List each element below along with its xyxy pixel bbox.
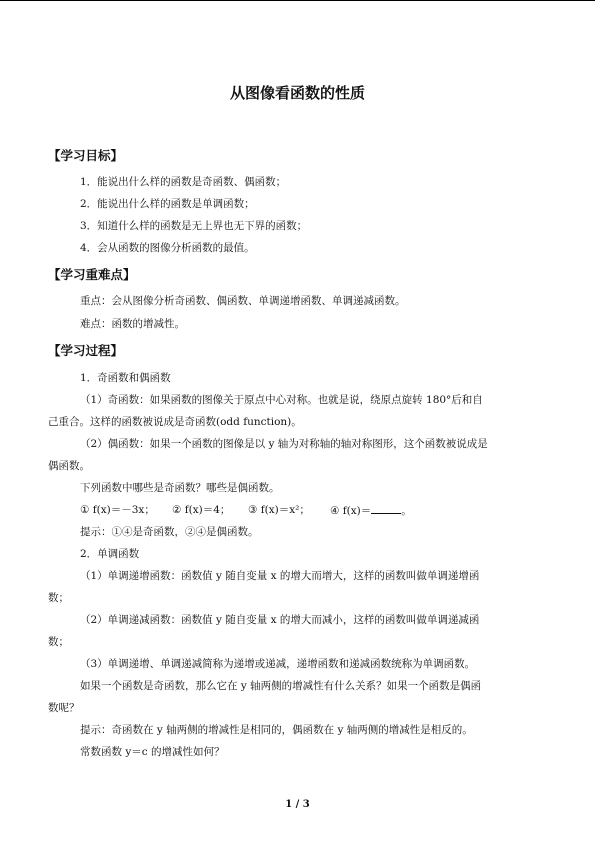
function-example: ① f(x)＝－3x； [80, 504, 155, 516]
paragraph-line: 数； [48, 592, 69, 604]
paragraph-line: 数； [48, 636, 69, 648]
hint-line: 提示：奇函数在 y 轴两侧的增减性是相同的，偶函数在 y 轴两侧的增减性是相反的。 [80, 724, 473, 736]
key-point-item: 重点：会从图像分析奇函数、偶函数、单调递增函数、单调递减函数。 [80, 295, 406, 307]
goal-item: 1．能说出什么样的函数是奇函数、偶函数； [80, 176, 287, 188]
section-heading-process: 【学习过程】 [48, 343, 124, 358]
question-line: 数呢？ [48, 702, 80, 714]
section-heading-goals: 【学习目标】 [48, 148, 124, 163]
paragraph-line: （1）奇函数：如果函数的图像关于原点中心对称。也就是说，绕原点旋转 180°后和自 [80, 394, 483, 406]
paragraph-line: （1）单调递增函数：函数值 y 随自变量 x 的增大而增大，这样的函数叫做单调递增函 [80, 570, 480, 582]
hint-line: 提示：①④是奇函数，②④是偶函数。 [80, 526, 259, 538]
paragraph-line: （3）单调递增、单调递减简称为递增或递减，递增函数和递减函数统称为单调函数。 [80, 658, 476, 670]
page-number: 1 / 3 [285, 799, 310, 810]
section-heading-key-points: 【学习重难点】 [48, 267, 136, 282]
goal-item: 2．能说出什么样的函数是单调函数； [80, 198, 255, 210]
question-line: 下列函数中哪些是奇函数？哪些是偶函数。 [80, 482, 280, 494]
function-example: ③ f(x)＝x²； [248, 504, 310, 516]
subheading-odd-even: 1．奇函数和偶函数 [80, 372, 171, 384]
paragraph-line: （2）单调递减函数：函数值 y 随自变量 x 的增大而减小，这样的函数叫做单调递减函 [80, 614, 480, 626]
subheading-monotonic: 2．单调函数 [80, 548, 140, 560]
paragraph-line: （2）偶函数：如果一个函数的图像是以 y 轴为对称轴的轴对称图形，这个函数被说成是 [80, 438, 488, 450]
paragraph-line: 偶函数。 [48, 460, 90, 472]
answer-blank [371, 503, 401, 514]
goal-item: 4．会从函数的图像分析函数的最值。 [80, 242, 255, 254]
function-example: ② f(x)＝4； [172, 504, 231, 516]
paragraph-line: 己重合。这样的函数被说成是奇函数(odd function)。 [48, 416, 302, 428]
function-example-blank: ④ f(x)＝ 。 [330, 505, 412, 517]
top-rule [0, 0, 595, 1]
page-title: 从图像看函数的性质 [229, 84, 365, 102]
question-line: 常数函数 y＝c 的增减性如何？ [80, 746, 225, 758]
key-point-item: 难点：函数的增减性。 [80, 318, 185, 330]
goal-item: 3．知道什么样的函数是无上界也无下界的函数； [80, 220, 308, 232]
question-line: 如果一个函数是奇函数，那么它在 y 轴两侧的增减性有什么关系？如果一个函数是偶函 [80, 680, 482, 692]
